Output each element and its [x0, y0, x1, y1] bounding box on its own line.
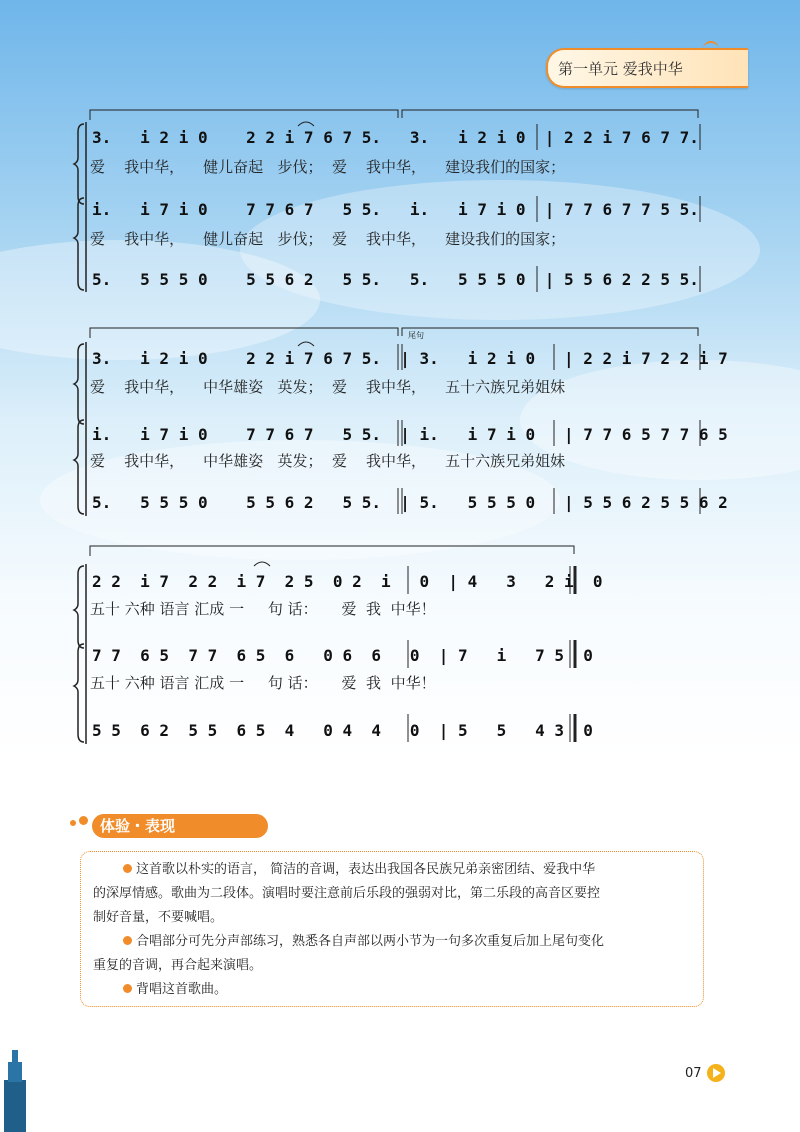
unit-title: 第一单元 爱我中华 [558, 60, 683, 78]
voice3-notes: 5. 5 5 5 0 5 5 6 2 5 5. 5. 5 5 5 0 | 5 5 6 2 2 5 5. [92, 270, 699, 289]
instruction-item-1 [93, 858, 691, 930]
brace-3a [74, 566, 84, 648]
voice1-lyrics: 五十 六种 语言 汇成 一 句 话： 爱 我 中华！ [90, 600, 436, 618]
repeat-bracket-3 [90, 546, 574, 556]
play-icon [707, 1064, 725, 1082]
score-system-3 [74, 546, 603, 744]
instruction-box [80, 851, 704, 1007]
voice1-lyrics: 爱 我中华， 中华雄姿 英发； 爱 我中华， 五十六族兄弟姐妹 [90, 378, 566, 396]
item-1-line-1: 这首歌以朴实的语言， 简洁的音调，表达出我国各民族兄弟亲密团结、爱我中华 [136, 862, 596, 877]
item-1-line-2: 的深厚情感。歌曲为二段体。演唱时要注意前后乐段的强弱对比，第二乐段的高音区要控 [93, 886, 601, 901]
voice1-lyrics: 爱 我中华， 健儿奋起 步伐； 爱 我中华， 建设我们的国家； [90, 158, 566, 176]
heading-dot [70, 820, 76, 826]
item-2-line-1: 合唱部分可先分声部练习，熟悉各自声部以两小节为一句多次重复后加上尾句变化 [136, 934, 605, 949]
voice2-notes: 7 7 6 5 7 7 6 5 6 0 6 6 0 | 7 i 7 5 0 [92, 646, 593, 665]
brace-2b [74, 420, 84, 514]
brace-2a [74, 344, 84, 424]
score-system-1 [74, 110, 700, 292]
repeat-bracket-2a [90, 328, 398, 338]
voice3-notes: 5. 5 5 5 0 5 5 6 2 5 5. | 5. 5 5 5 0 | 5 5 6 2 5 5 6 2 [92, 493, 728, 512]
page-number: 07 [685, 1066, 702, 1081]
score-system-2 [74, 328, 728, 516]
instruction-item-2 [93, 930, 691, 978]
voice1-notes: 2 2 i 7 2 2 i 7 2 5 0 2 i 0 | 4 3 2 i 0 [92, 572, 603, 591]
heading-dot [79, 816, 88, 825]
bullet-icon [123, 984, 132, 993]
tower-decoration [0, 1050, 30, 1132]
voice2-lyrics: 五十 六种 语言 汇成 一 句 话： 爱 我 中华！ [90, 674, 436, 692]
item-1-line-3: 制好音量，不要喊唱。 [93, 910, 224, 925]
instruction-item-3 [93, 978, 691, 1002]
repeat-bracket-1b [402, 110, 698, 118]
fermata [298, 122, 314, 126]
voice3-notes: 5 5 6 2 5 5 6 5 4 0 4 4 0 | 5 5 4 3 0 [92, 721, 593, 740]
voice2-notes: i. i 7 i 0 7 7 6 7 5 5. i. i 7 i 0 | 7 7 6 7 7 5 5. [92, 200, 699, 219]
coda-label: 尾句 [408, 331, 424, 340]
item-2-line-2: 重复的音调，再合起来演唱。 [93, 958, 263, 973]
brace-1a [74, 124, 84, 204]
voice2-notes: i. i 7 i 0 7 7 6 7 5 5. | i. i 7 i 0 | 7 7 6 5 7 7 6 5 [92, 425, 728, 444]
bullet-icon [123, 864, 132, 873]
repeat-bracket-2b [402, 328, 698, 336]
voice2-lyrics: 爱 我中华， 健儿奋起 步伐； 爱 我中华， 建设我们的国家； [90, 230, 566, 248]
section-title: 体验・表现 [92, 814, 268, 838]
brace-3b [74, 644, 84, 742]
repeat-bracket-1a [90, 110, 398, 120]
brace-1b [74, 198, 84, 290]
bullet-icon [123, 936, 132, 945]
voice1-notes: 3. i 2 i 0 2 2 i 7 6 7 5. | 3. i 2 i 0 | 2 2 i 7 2 2 i 7 [92, 349, 728, 368]
voice2-lyrics: 爱 我中华， 中华雄姿 英发； 爱 我中华， 五十六族兄弟姐妹 [90, 452, 566, 470]
item-3-line-1: 背唱这首歌曲。 [136, 982, 228, 997]
fermata [254, 562, 270, 566]
fermata [298, 342, 314, 346]
voice1-notes: 3. i 2 i 0 2 2 i 7 6 7 5. 3. i 2 i 0 | 2 2 i 7 6 7 7. [92, 128, 699, 147]
